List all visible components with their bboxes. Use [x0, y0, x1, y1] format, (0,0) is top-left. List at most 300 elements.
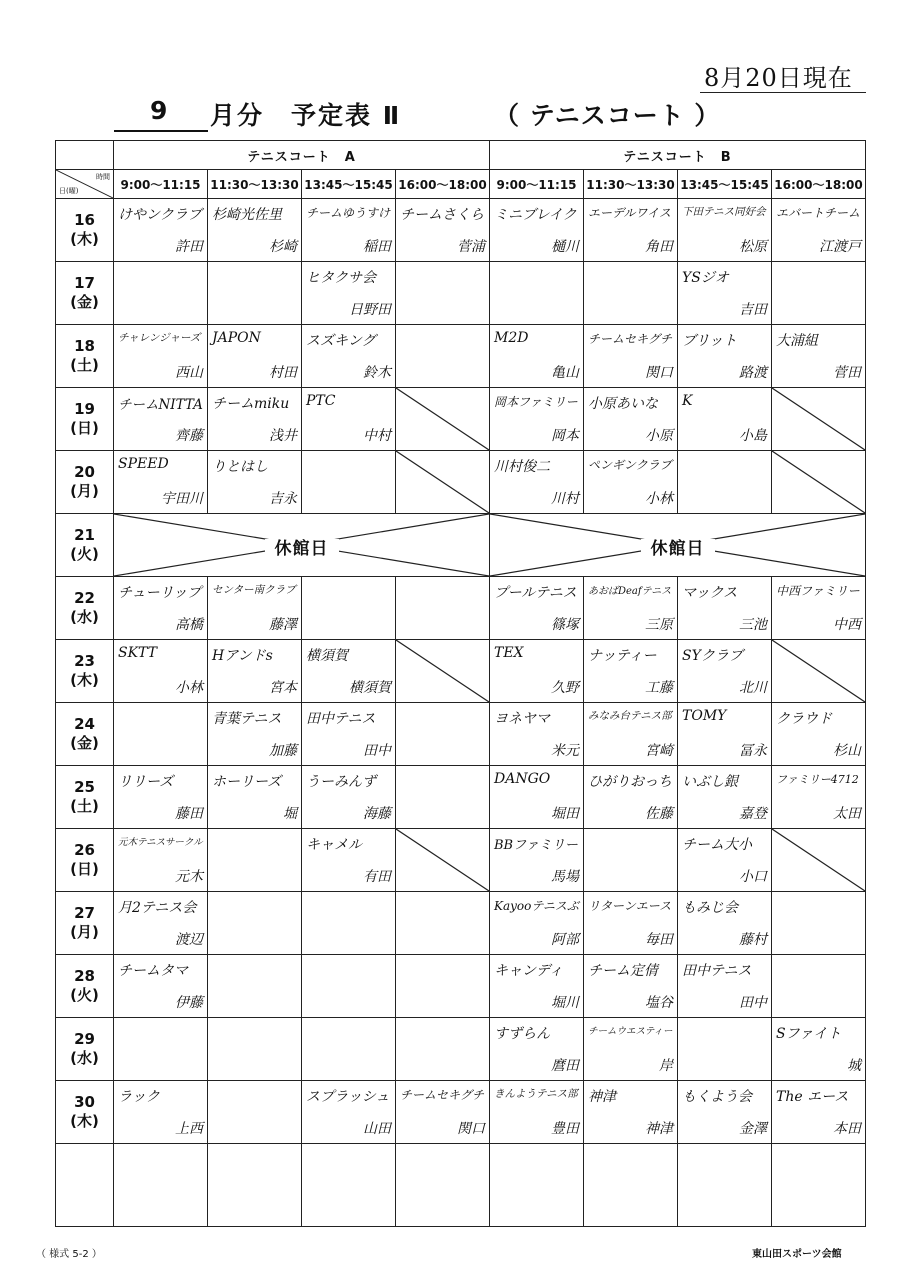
empty-cell	[490, 1144, 584, 1227]
representative-name: 関口	[645, 365, 673, 381]
corner-cell	[56, 170, 114, 199]
day-row	[56, 451, 866, 514]
booking-cell	[302, 892, 396, 955]
booking-cell	[772, 829, 866, 892]
representative-name: 齊藤	[175, 428, 203, 444]
day-of-week: (土)	[70, 356, 99, 374]
team-name: チャレンジャーズ	[118, 332, 201, 344]
representative-name: 川村	[551, 491, 579, 507]
booking-cell	[772, 577, 866, 640]
day-row	[56, 388, 866, 451]
date-cell	[56, 703, 114, 766]
booking-cell	[302, 262, 396, 325]
booking-cell	[772, 451, 866, 514]
booking-cell	[772, 1081, 866, 1144]
representative-name: 江渡戸	[819, 239, 861, 255]
representative-name: 小口	[739, 869, 767, 885]
representative-name: 菅田	[833, 365, 861, 381]
day-row	[56, 325, 866, 388]
booking-cell	[678, 577, 772, 640]
representative-name: 日野田	[349, 302, 391, 318]
representative-name: 路渡	[739, 365, 767, 381]
booking-cell	[114, 703, 208, 766]
booking-cell	[114, 1081, 208, 1144]
booking-cell	[490, 199, 584, 262]
team-name: マックス	[682, 585, 738, 601]
corner-blank	[56, 141, 114, 170]
team-name: クラウド	[776, 711, 832, 727]
booking-cell	[396, 199, 490, 262]
team-name: チームセキグチ	[588, 332, 673, 346]
representative-name: 堀田	[551, 806, 579, 822]
booking-cell	[396, 451, 490, 514]
booking-cell	[208, 703, 302, 766]
representative-name: 中村	[363, 428, 391, 444]
booking-cell	[114, 199, 208, 262]
booking-cell	[584, 766, 678, 829]
representative-name: 有田	[363, 869, 391, 885]
booking-cell	[396, 829, 490, 892]
closed-label: 休館日	[265, 539, 339, 559]
booking-cell	[490, 829, 584, 892]
day-number: 27	[74, 904, 95, 922]
booking-cell	[584, 577, 678, 640]
team-name: Kayooテニスぶ	[494, 899, 579, 913]
day-of-week: (土)	[70, 797, 99, 815]
team-name: 下田テニス同好会	[682, 206, 766, 218]
date-cell	[56, 640, 114, 703]
representative-name: 小島	[739, 428, 767, 444]
representative-name: 小原	[645, 428, 673, 444]
day-of-week: (金)	[70, 293, 99, 311]
day-number: 28	[74, 967, 95, 985]
empty-cell	[302, 1144, 396, 1227]
representative-name: 吉永	[269, 491, 297, 507]
team-name: うーみんず	[306, 774, 376, 790]
team-name: TOMY	[682, 708, 727, 724]
team-name: Hアンドs	[212, 648, 273, 664]
team-name: すずらん	[494, 1026, 551, 1042]
representative-name: 工藤	[645, 680, 673, 696]
day-number: 25	[74, 778, 95, 796]
representative-name: 山田	[363, 1121, 391, 1137]
unavailable-slash	[772, 640, 865, 702]
date-cell	[56, 766, 114, 829]
team-name: 小原あいな	[588, 396, 658, 412]
team-name: 元木テニスサークル	[118, 837, 203, 848]
booking-cell	[772, 955, 866, 1018]
representative-name: 亀山	[551, 365, 579, 381]
representative-name: 村田	[269, 365, 297, 381]
team-name: チームセキグチ	[400, 1088, 485, 1102]
team-name: ブリット	[682, 333, 737, 349]
team-name: ラック	[118, 1089, 160, 1105]
booking-cell	[208, 829, 302, 892]
unavailable-slash	[396, 388, 489, 450]
title-month-number: 9	[150, 96, 168, 125]
date-cell	[56, 325, 114, 388]
team-name: SYクラブ	[682, 648, 743, 664]
booking-cell	[208, 325, 302, 388]
team-name: スプラッシュ	[306, 1089, 390, 1105]
blank-row	[56, 1144, 866, 1227]
day-number: 29	[74, 1030, 95, 1048]
booking-cell	[208, 1018, 302, 1081]
slot-header: 9:00～11:15	[490, 170, 584, 199]
corner-date-label: 日(曜)	[59, 187, 79, 195]
court-a-header: テニスコート A	[114, 141, 490, 170]
slot-header: 13:45～15:45	[678, 170, 772, 199]
booking-cell	[396, 1081, 490, 1144]
team-name: SKTT	[118, 645, 157, 661]
day-number: 21	[74, 526, 95, 544]
team-name: プールテニス	[494, 585, 577, 601]
day-row	[56, 766, 866, 829]
day-row	[56, 829, 866, 892]
booking-cell	[678, 766, 772, 829]
slot-header: 13:45～15:45	[302, 170, 396, 199]
team-name: あおばDeafテニス	[588, 586, 672, 597]
booking-cell	[678, 388, 772, 451]
booking-cell	[772, 199, 866, 262]
representative-name: 岸	[659, 1058, 673, 1074]
booking-cell	[396, 955, 490, 1018]
slot-header: 16:00～18:00	[772, 170, 866, 199]
booking-cell	[584, 703, 678, 766]
booking-cell	[584, 1018, 678, 1081]
empty-cell	[208, 1144, 302, 1227]
day-of-week: (木)	[70, 1112, 99, 1130]
day-number: 19	[74, 400, 95, 418]
representative-name: 杉山	[833, 743, 861, 759]
representative-name: 西山	[175, 365, 203, 381]
booking-cell	[490, 577, 584, 640]
booking-cell	[396, 892, 490, 955]
team-name: 川村俊二	[494, 459, 550, 475]
team-name: 岡本ファミリー	[494, 395, 578, 409]
as-of-date: 8月20日現在	[704, 64, 853, 92]
date-cell	[56, 955, 114, 1018]
representative-name: 三原	[645, 617, 673, 633]
empty-cell	[396, 1144, 490, 1227]
representative-name: 宇田川	[161, 491, 203, 507]
booking-cell	[114, 1018, 208, 1081]
team-name: スズキング	[306, 333, 376, 349]
day-row	[56, 1081, 866, 1144]
representative-name: 高橋	[175, 617, 203, 633]
booking-cell	[114, 577, 208, 640]
representative-name: 藤村	[739, 932, 767, 948]
booking-cell	[678, 1018, 772, 1081]
booking-cell	[396, 577, 490, 640]
day-of-week: (水)	[70, 1049, 99, 1067]
representative-name: 冨永	[739, 743, 767, 759]
team-name: チームタマ	[118, 963, 188, 979]
date-cell	[56, 199, 114, 262]
booking-cell	[772, 892, 866, 955]
representative-name: 三池	[739, 617, 767, 633]
team-name: The エース	[776, 1089, 849, 1105]
team-name: ヨネヤマ	[494, 711, 550, 727]
booking-cell	[678, 1081, 772, 1144]
date-cell	[56, 262, 114, 325]
date-cell	[56, 451, 114, 514]
closed-court-b	[490, 514, 866, 577]
booking-cell	[302, 829, 396, 892]
representative-name: 伊藤	[175, 995, 203, 1011]
day-number: 17	[74, 274, 95, 292]
team-name: チームさくら	[400, 207, 484, 223]
day-number: 16	[74, 211, 95, 229]
team-name: エーデルワイス	[588, 206, 671, 220]
day-of-week: (水)	[70, 608, 99, 626]
booking-cell	[302, 325, 396, 388]
representative-name: 塩谷	[645, 995, 673, 1011]
team-name: ひがりおっち	[588, 774, 672, 790]
day-number: 18	[74, 337, 95, 355]
booking-cell	[772, 766, 866, 829]
representative-name: 元木	[175, 869, 203, 885]
booking-cell	[208, 955, 302, 1018]
booking-cell	[490, 955, 584, 1018]
booking-cell	[490, 892, 584, 955]
booking-cell	[678, 955, 772, 1018]
team-name: りとはし	[212, 459, 268, 475]
representative-name: 許田	[175, 239, 203, 255]
schedule-table	[55, 140, 866, 1227]
booking-cell	[114, 388, 208, 451]
representative-name: 稲田	[363, 239, 391, 255]
representative-name: 豊田	[551, 1121, 579, 1137]
booking-cell	[678, 325, 772, 388]
title-court: （ テニスコート ）	[494, 101, 721, 130]
booking-cell	[114, 955, 208, 1018]
booking-cell	[302, 1018, 396, 1081]
booking-cell	[678, 262, 772, 325]
booking-cell	[678, 451, 772, 514]
representative-name: 田中	[739, 995, 767, 1011]
booking-cell	[302, 451, 396, 514]
slot-header-row	[56, 170, 866, 199]
booking-cell	[678, 640, 772, 703]
team-name: キャンディ	[494, 963, 563, 979]
slot-header: 11:30～13:30	[584, 170, 678, 199]
day-row	[56, 640, 866, 703]
representative-name: 神津	[645, 1121, 673, 1137]
team-name: もみじ会	[682, 900, 738, 916]
team-name: 田中テニス	[682, 963, 752, 979]
booking-cell	[114, 766, 208, 829]
page-title	[114, 96, 734, 132]
slot-header: 9:00～11:15	[114, 170, 208, 199]
day-row	[56, 1018, 866, 1081]
booking-cell	[114, 640, 208, 703]
team-name: DANGO	[494, 771, 551, 787]
day-of-week: (木)	[70, 230, 99, 248]
booking-cell	[396, 703, 490, 766]
day-row	[56, 514, 866, 577]
court-header-row	[56, 141, 866, 170]
date-cell	[56, 1018, 114, 1081]
team-name: 田中テニス	[306, 711, 376, 727]
representative-name: 宮本	[269, 680, 297, 696]
representative-name: 浅井	[269, 428, 297, 444]
booking-cell	[584, 388, 678, 451]
booking-cell	[302, 1081, 396, 1144]
closed-label-wrap	[490, 534, 865, 559]
team-name: ホーリーズ	[212, 774, 282, 790]
team-name: エバートチーム	[776, 206, 861, 220]
booking-cell	[490, 325, 584, 388]
booking-cell	[584, 325, 678, 388]
slot-header: 16:00～18:00	[396, 170, 490, 199]
booking-cell	[584, 1081, 678, 1144]
team-name: ファミリー4712	[776, 773, 859, 786]
representative-name: 嘉登	[739, 806, 767, 822]
booking-cell	[584, 829, 678, 892]
title-month-underline	[114, 130, 208, 132]
booking-cell	[584, 451, 678, 514]
team-name: TEX	[494, 645, 524, 661]
team-name: チームウエスティー	[588, 1026, 673, 1037]
booking-cell	[772, 1018, 866, 1081]
unavailable-slash	[772, 388, 865, 450]
representative-name: 毎田	[645, 932, 673, 948]
booking-cell	[114, 325, 208, 388]
team-name: 大浦組	[776, 333, 818, 349]
team-name: ペンギンクラブ	[588, 458, 672, 472]
team-name: Sファイト	[776, 1026, 842, 1042]
form-number: （ 様式 5-2 ）	[36, 1249, 102, 1260]
day-row	[56, 955, 866, 1018]
empty-cell	[678, 1144, 772, 1227]
representative-name: 田中	[363, 743, 391, 759]
team-name: PTC	[306, 393, 336, 409]
booking-cell	[772, 325, 866, 388]
representative-name: 佐藤	[645, 806, 673, 822]
representative-name: 杉崎	[269, 239, 297, 255]
booking-cell	[584, 892, 678, 955]
day-number: 20	[74, 463, 95, 481]
closed-label: 休館日	[641, 539, 715, 559]
team-name: ナッティー	[588, 648, 657, 664]
team-name: けやンクラブ	[118, 207, 202, 223]
team-name: チーム定倩	[588, 963, 658, 979]
booking-cell	[396, 766, 490, 829]
day-row	[56, 262, 866, 325]
day-of-week: (木)	[70, 671, 99, 689]
day-of-week: (日)	[70, 419, 99, 437]
day-number: 24	[74, 715, 95, 733]
team-name: ヒタクサ会	[306, 270, 376, 286]
team-name: いぶし銀	[682, 774, 738, 790]
day-row	[56, 892, 866, 955]
representative-name: 宮崎	[645, 743, 673, 759]
representative-name: 鈴木	[363, 365, 391, 381]
booking-cell	[772, 388, 866, 451]
booking-cell	[114, 892, 208, 955]
representative-name: 金澤	[739, 1121, 767, 1137]
day-of-week: (火)	[70, 545, 99, 563]
representative-name: 海藤	[363, 806, 391, 822]
booking-cell	[396, 388, 490, 451]
booking-cell	[208, 388, 302, 451]
facility-name: 東山田スポーツ会館	[752, 1249, 842, 1260]
booking-cell	[396, 640, 490, 703]
team-name: ミニブレイク	[494, 207, 577, 223]
team-name: M2D	[494, 330, 529, 346]
representative-name: 城	[847, 1058, 861, 1074]
booking-cell	[302, 955, 396, 1018]
date-cell	[56, 829, 114, 892]
booking-cell	[302, 199, 396, 262]
booking-cell	[114, 262, 208, 325]
team-name: YSジオ	[682, 270, 729, 286]
date-cell	[56, 1081, 114, 1144]
team-name: 月2テニス会	[118, 900, 197, 916]
day-row	[56, 577, 866, 640]
team-name: リターンエース	[588, 899, 672, 913]
booking-cell	[208, 199, 302, 262]
booking-cell	[772, 262, 866, 325]
representative-name: 岡本	[551, 428, 579, 444]
team-name: 神津	[588, 1089, 616, 1105]
team-name: きんようテニス部	[494, 1088, 578, 1100]
booking-cell	[490, 1018, 584, 1081]
booking-cell	[678, 199, 772, 262]
representative-name: 加藤	[269, 743, 297, 759]
booking-cell	[396, 262, 490, 325]
day-of-week: (月)	[70, 923, 99, 941]
representative-name: 篠塚	[551, 617, 579, 633]
booking-cell	[302, 703, 396, 766]
unavailable-slash	[396, 451, 489, 513]
booking-cell	[490, 262, 584, 325]
representative-name: 阿部	[551, 932, 579, 948]
representative-name: 菅浦	[457, 239, 485, 255]
booking-cell	[678, 703, 772, 766]
team-name: チームmiku	[212, 396, 290, 412]
booking-cell	[584, 640, 678, 703]
unavailable-slash	[772, 451, 865, 513]
team-name: チーム大小	[682, 837, 752, 853]
booking-cell	[772, 640, 866, 703]
representative-name: 麿田	[551, 1058, 579, 1074]
booking-cell	[584, 199, 678, 262]
representative-name: 藤田	[175, 806, 203, 822]
closed-label-wrap	[114, 534, 489, 559]
empty-cell	[772, 1144, 866, 1227]
booking-cell	[678, 892, 772, 955]
as-of-underline	[700, 92, 866, 93]
representative-name: 横須賀	[349, 680, 391, 696]
representative-name: 関口	[457, 1121, 485, 1137]
booking-cell	[490, 1081, 584, 1144]
team-name: 中西ファミリー	[776, 584, 860, 598]
booking-cell	[208, 766, 302, 829]
unavailable-slash	[396, 829, 489, 891]
booking-cell	[302, 640, 396, 703]
booking-cell	[396, 325, 490, 388]
booking-cell	[490, 703, 584, 766]
team-name: みなみ台テニス部	[588, 710, 672, 722]
empty-cell	[56, 1144, 114, 1227]
booking-cell	[584, 955, 678, 1018]
team-name: チームNITTA	[118, 397, 203, 413]
slot-header: 11:30～13:30	[208, 170, 302, 199]
day-of-week: (火)	[70, 986, 99, 1004]
day-number: 22	[74, 589, 95, 607]
